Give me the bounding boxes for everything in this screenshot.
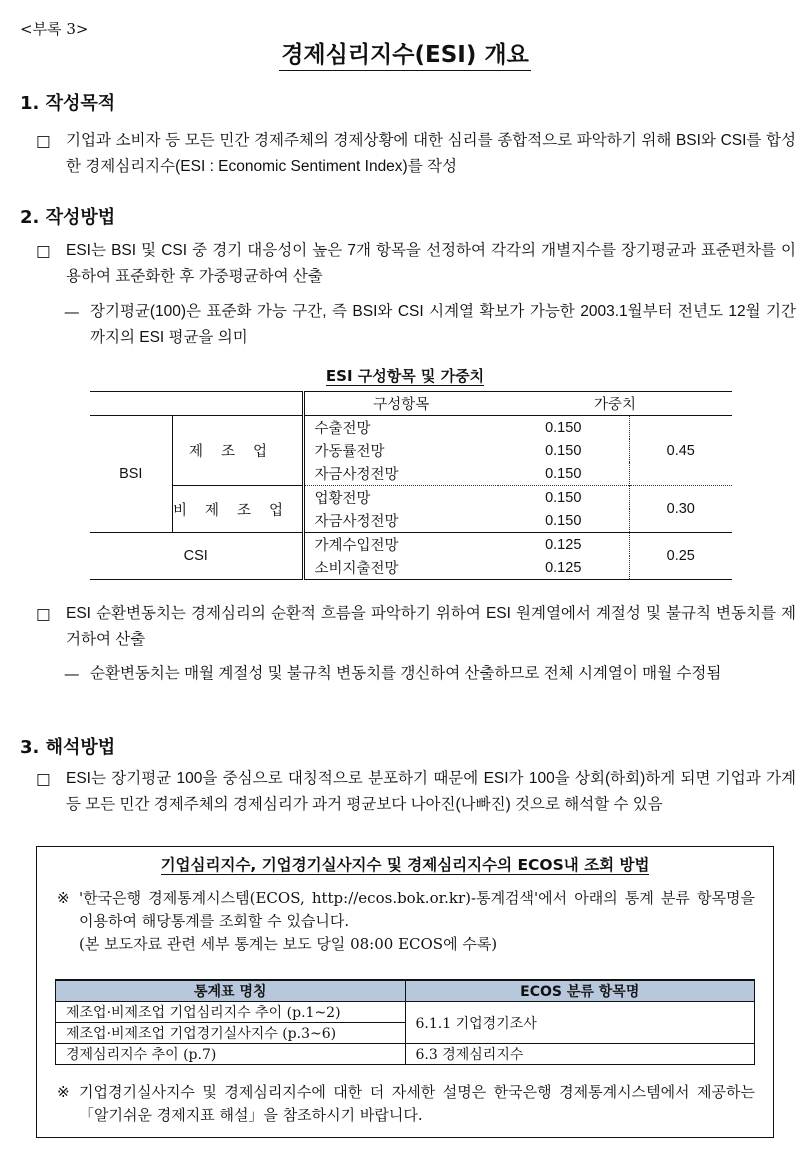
item-cell: 소비지출전망: [303, 556, 498, 580]
header-weight: 가중치: [498, 392, 732, 416]
square-bullet: □: [36, 242, 51, 260]
ecos-lookup-table: [55, 979, 755, 1065]
paragraph-cyclical-component: [36, 601, 796, 653]
header-items: 구성항목: [303, 392, 498, 416]
bsi-label: BSI: [119, 466, 143, 482]
table-row: [90, 533, 732, 557]
ecos-info-box: [36, 846, 774, 1138]
appendix-label: <부록 3>: [20, 20, 89, 38]
esi-table-caption-text: ESI 구성항목 및 가중치: [325, 367, 485, 385]
ecos-table-header-row: [56, 980, 755, 1002]
paragraph-purpose: [36, 128, 796, 180]
item-cell: 가동률전망: [314, 444, 385, 460]
paragraph-method: [36, 238, 796, 290]
subparagraph-cyclical-revision: [64, 661, 796, 687]
item-cell: 업황전망: [303, 486, 498, 510]
note-paren-text: (본 보도자료 관련 세부 통계는 보도 당일 08:00 ECOS에 수록): [79, 935, 498, 953]
weight-cell: 0.125: [498, 556, 629, 580]
subparagraph-text: 순환변동치는 매월 계절성 및 불규칙 변동치를 갱신하여 산출하므로 전체 시계열이 매월 수정됨: [90, 665, 722, 682]
group-weight-csi: 0.25: [629, 533, 732, 580]
note-text: 기업경기실사지수 및 경제심리지수에 대한 더 자세한 설명은 한국은행 경제통계시스템에서 제공하는「알기쉬운 경제지표 해설」을 참조하시기 바랍니다.: [79, 1083, 755, 1124]
note-text: '한국은행 경제통계시스템(ECOS, http://ecos.bok.or.kr)-통계검색'에서 아래의 통계 분류 항목명을 이용하여 해당통계를 조회할 수 있습니다.: [79, 889, 755, 930]
subparagraph-long-term-average: [64, 299, 796, 351]
item-cell: 수출전망: [314, 421, 371, 437]
manufacturing-label: 제조업: [172, 416, 303, 486]
ecos-item-cell: 6.1.1 기업경기조사: [405, 1002, 754, 1044]
paragraph-text: ESI는 장기평균 100을 중심으로 대칭적으로 분포하기 때문에 ESI가 100을 상회(하회)하게 되면 기업과 가계 등 모든 민간 경제주체의 경제심리가 과거 평균보다 나아진(나빠진) 것으로 해석할 수 있음: [66, 770, 796, 813]
item-cell: 자금사정전망: [314, 514, 399, 530]
weight-cell: 0.125: [498, 533, 629, 557]
item-cell: 자금사정전망: [314, 467, 399, 483]
reference-mark: ※: [57, 1083, 70, 1101]
weight-cell: 0.150: [545, 465, 582, 482]
page-title: [0, 36, 810, 69]
ecos-item-cell: 6.3 경제심리지수: [405, 1044, 754, 1065]
section-heading-purpose: 1. 작성목적: [20, 93, 116, 114]
esi-composition-table: [90, 391, 732, 580]
esi-table-header-row: [90, 392, 732, 416]
dash-bullet: —: [64, 665, 80, 683]
square-bullet: □: [36, 770, 51, 788]
table-row: [56, 1002, 755, 1023]
weight-cell: 0.150: [498, 486, 629, 510]
ecos-note-more-info: [57, 1081, 755, 1127]
dash-bullet: —: [64, 303, 80, 321]
paragraph-text: 기업과 소비자 등 모든 민간 경제주체의 경제상황에 대한 심리를 종합적으로 파악하기 위해 BSI와 CSI를 합성한 경제심리지수(ESI : Economic Sentiment Index)를 작성: [66, 132, 796, 175]
esi-table-caption: [0, 365, 810, 386]
header-ecos-item: ECOS 분류 항목명: [405, 980, 754, 1002]
table-row: [90, 416, 732, 440]
weight-cell: 0.150: [545, 442, 582, 459]
table-name-cell: 제조업·비제조업 기업심리지수 추이 (p.1~2): [56, 1002, 406, 1023]
square-bullet: □: [36, 605, 51, 623]
ecos-box-title: [37, 853, 773, 875]
ecos-box-title-text: 기업심리지수, 기업경기실사지수 및 경제심리지수의 ECOS내 조회 방법: [160, 856, 650, 874]
group-weight-non-manufacturing: 0.30: [629, 486, 732, 533]
csi-label: CSI: [90, 533, 303, 580]
ecos-note-lookup: [57, 887, 755, 956]
square-bullet: □: [36, 132, 51, 150]
table-name-cell: 제조업·비제조업 기업경기실사지수 (p.3~6): [56, 1023, 406, 1044]
item-cell: 가계수입전망: [303, 533, 498, 557]
header-table-name: 통계표 명칭: [56, 980, 406, 1002]
section-heading-interpretation: 3. 해석방법: [20, 737, 116, 758]
table-row: [56, 1044, 755, 1065]
table-row: [90, 486, 732, 510]
reference-mark: ※: [57, 889, 70, 907]
weight-cell: 0.150: [545, 512, 582, 529]
paragraph-interpretation: [36, 766, 796, 818]
paragraph-text: ESI 순환변동치는 경제심리의 순환적 흐름을 파악하기 위하여 ESI 원계열에서 계절성 및 불규칙 변동치를 제거하여 산출: [66, 605, 796, 648]
non-manufacturing-label: 비제조업: [172, 486, 303, 533]
weight-cell: 0.150: [545, 419, 582, 436]
group-weight-manufacturing: 0.45: [629, 416, 732, 486]
page-title-text: 경제심리지수(ESI) 개요: [279, 42, 531, 71]
section-heading-method: 2. 작성방법: [20, 207, 116, 228]
subparagraph-text: 장기평균(100)은 표준화 가능 구간, 즉 BSI와 CSI 시계열 확보가 가능한 2003.1월부터 전년도 12월 기간까지의 ESI 평균을 의미: [90, 303, 796, 346]
table-name-cell: 경제심리지수 추이 (p.7): [56, 1044, 406, 1065]
paragraph-text: ESI는 BSI 및 CSI 중 경기 대응성이 높은 7개 항목을 선정하여 각각의 개별지수를 장기평균과 표준편차를 이용하여 표준화한 후 가중평균하여 산출: [66, 242, 796, 285]
